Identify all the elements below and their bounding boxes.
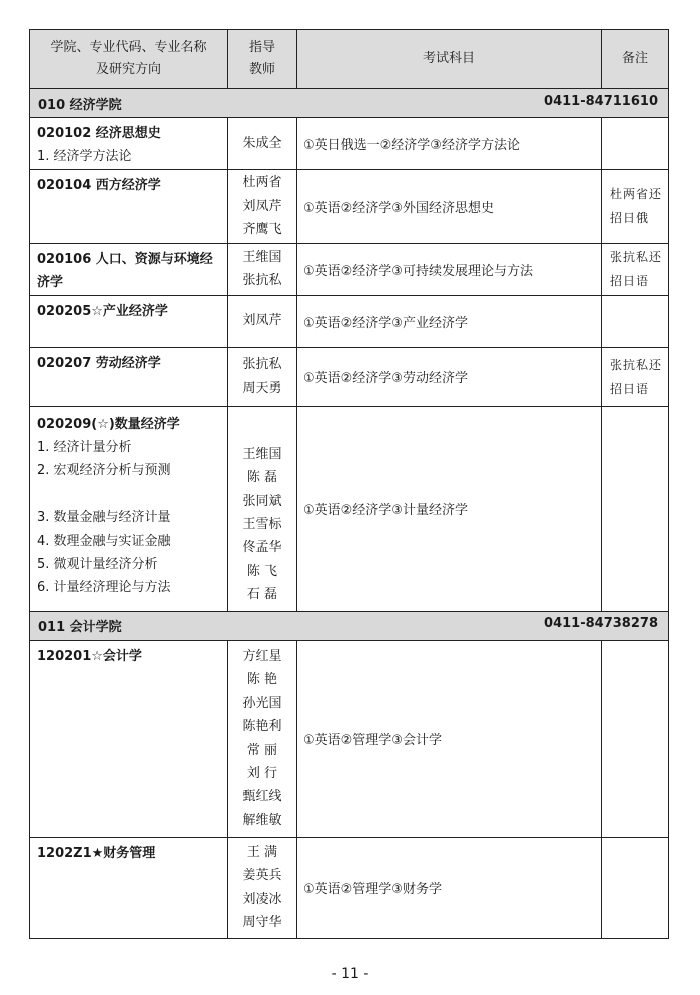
- major-title: 020106 人口、资源与环境经: [37, 251, 213, 267]
- advisor-cell: 方红星 陈 艳 孙光国 陈艳利 常 丽 刘 行 甄红线 解维敏: [228, 640, 297, 837]
- advisor-cell: 张抗私 周天勇: [228, 347, 297, 406]
- direction: 1. 经济计量分析: [37, 440, 132, 456]
- exam-subjects: ①英语②经济学③外国经济思想史: [297, 169, 602, 243]
- major-title: 020209(☆)数量经济学: [37, 416, 180, 432]
- exam-subjects: ①英语②经济学③可持续发展理论与方法: [297, 243, 602, 295]
- advisor-cell: 王维国 陈 磊 张同斌 王雪标 佟孟华 陈 飞 石 磊: [228, 406, 297, 611]
- major-title: 020104 西方经济学: [37, 177, 161, 193]
- college-name: 010 经济学院: [38, 97, 122, 113]
- exam-subjects: ①英语②管理学③财务学: [297, 837, 602, 938]
- direction: 4. 数理金融与实证金融: [37, 533, 171, 549]
- major-title: 020207 劳动经济学: [37, 355, 161, 371]
- page-number: - 11 -: [331, 966, 369, 982]
- table-row: [30, 118, 669, 170]
- header-notes: 备注: [602, 30, 669, 89]
- major-title: 020205☆产业经济学: [37, 303, 168, 319]
- header-exam-subjects: 考试科目: [297, 30, 602, 89]
- note-cell: 张抗私还 招日语: [602, 243, 669, 295]
- note-cell: 杜两省还 招日俄: [602, 169, 669, 243]
- table-row: [30, 406, 669, 611]
- exam-subjects: ①英语②经济学③产业经济学: [297, 295, 602, 347]
- college-row: [30, 611, 669, 640]
- header-row: [30, 30, 669, 89]
- major-title: 1202Z1★财务管理: [37, 845, 156, 861]
- major-cell: [30, 169, 228, 243]
- header-college-major: 学院、专业代码、专业名称 及研究方向: [30, 30, 228, 89]
- exam-subjects: ①英日俄选一②经济学③经济学方法论: [297, 118, 602, 170]
- program-table: [29, 29, 669, 939]
- note-cell: [602, 406, 669, 611]
- college-phone: 0411-84711610: [544, 93, 658, 109]
- major-cell: [30, 347, 228, 406]
- major-cell: 020106 人口、资源与环境经 济学: [30, 243, 228, 295]
- table-row: [30, 295, 669, 347]
- direction: 6. 计量经济理论与方法: [37, 580, 171, 596]
- table-row: [30, 169, 669, 243]
- major-cell: [30, 837, 228, 938]
- note-cell: [602, 118, 669, 170]
- note-cell: 张抗私还 招日语: [602, 347, 669, 406]
- college-name: 011 会计学院: [38, 620, 122, 636]
- header-advisor: 指导 教师: [228, 30, 297, 89]
- major-cell: [30, 118, 228, 170]
- table-row: [30, 640, 669, 837]
- direction: 2. 宏观经济分析与预测: [37, 463, 171, 479]
- college-phone: 0411-84738278: [544, 616, 658, 632]
- exam-subjects: ①英语②管理学③会计学: [297, 640, 602, 837]
- major-title: 020102 经济思想史: [37, 126, 161, 141]
- college-row: [30, 89, 669, 118]
- major-cell: [30, 640, 228, 837]
- direction: 3. 数量金融与经济计量: [37, 510, 171, 526]
- advisor-cell: 杜两省 刘凤芹 齐鹰飞: [228, 169, 297, 243]
- direction: 1. 经济学方法论: [37, 149, 132, 165]
- major-cell: [30, 406, 228, 611]
- table-row: [30, 243, 669, 295]
- table-row: [30, 837, 669, 938]
- exam-subjects: ①英语②经济学③计量经济学: [297, 406, 602, 611]
- advisor-cell: 刘凤芹: [228, 295, 297, 347]
- note-cell: [602, 640, 669, 837]
- direction: 5. 微观计量经济分析: [37, 557, 158, 573]
- major-cell: [30, 295, 228, 347]
- advisor-cell: 朱成全: [228, 118, 297, 170]
- major-title: 120201☆会计学: [37, 648, 142, 664]
- exam-subjects: ①英语②经济学③劳动经济学: [297, 347, 602, 406]
- table-row: [30, 347, 669, 406]
- note-cell: [602, 837, 669, 938]
- note-cell: [602, 295, 669, 347]
- advisor-cell: 王维国 张抗私: [228, 243, 297, 295]
- advisor-cell: 王 满 姜英兵 刘凌冰 周守华: [228, 837, 297, 938]
